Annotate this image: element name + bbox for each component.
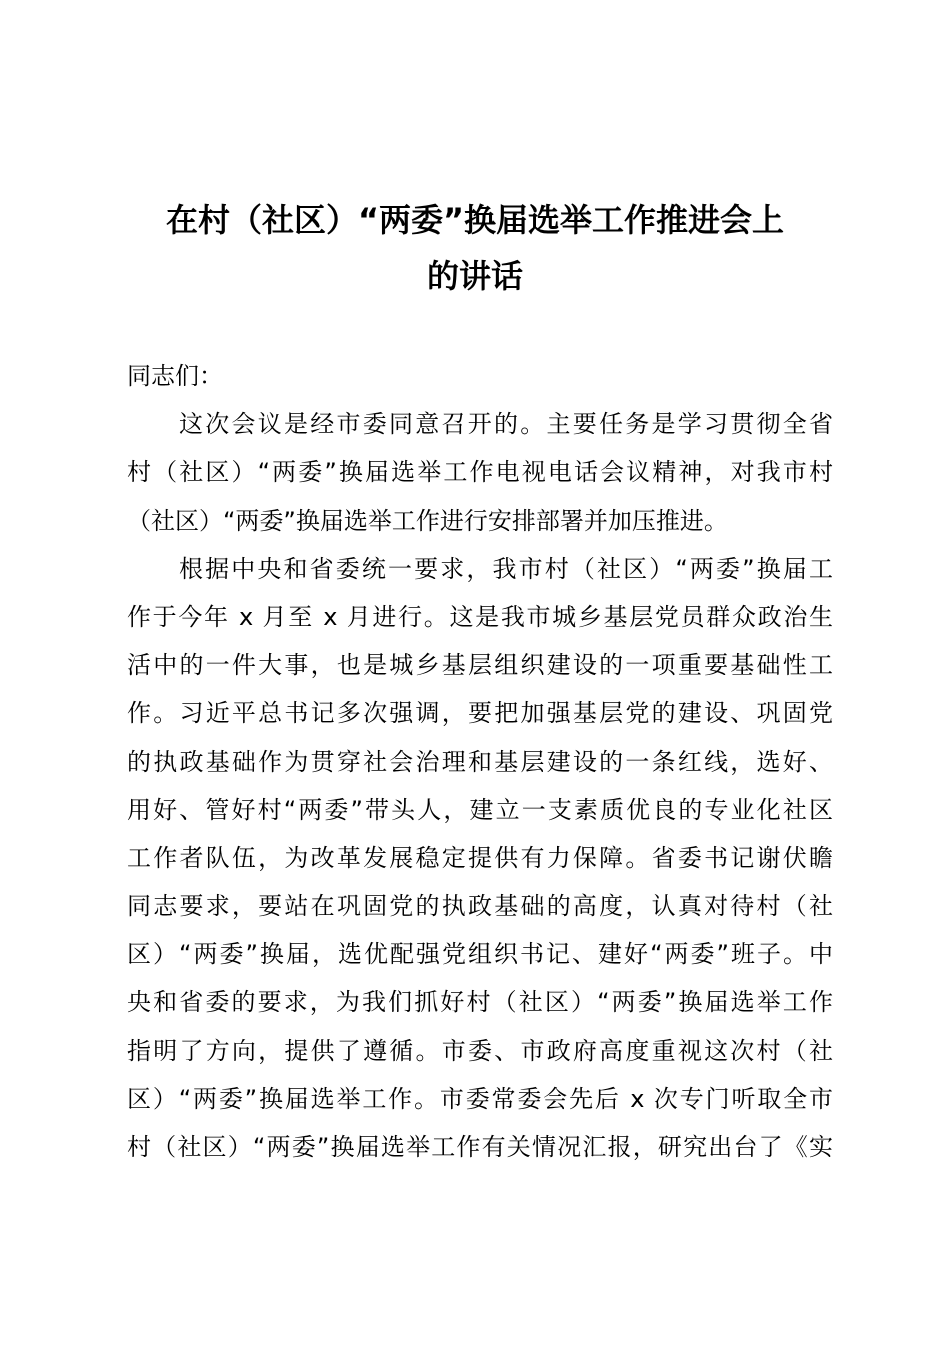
paragraph-line: 作。习近平总书记多次强调，要把加强基层党的建设、巩固党 xyxy=(127,699,833,728)
paragraph-line: 活中的一件大事，也是城乡基层组织建设的一项重要基础性工 xyxy=(127,651,833,680)
paragraph-line: 区）“两委”换届选举工作。市委常委会先后 x 次专门听取全市 xyxy=(127,1084,833,1113)
paragraph-line: 区）“两委”换届，选优配强党组织书记、建好“两委”班子。中 xyxy=(127,940,833,969)
salutation: 同志们： xyxy=(127,362,223,390)
paragraph-line: 作于今年 x 月至 x 月进行。这是我市城乡基层党员群众政治生 xyxy=(127,602,833,631)
paragraph-line: 村（社区）“两委”换届选举工作有关情况汇报，研究出台了《实 xyxy=(127,1133,833,1161)
paragraph-2 xyxy=(127,545,833,1171)
paragraph-line: 用好、管好村“两委”带头人，建立一支素质优良的专业化社区 xyxy=(127,795,833,824)
paragraph-line: （社区）“两委”换届选举工作进行安排部署并加压推进。 xyxy=(127,506,728,535)
document-body xyxy=(127,352,833,1171)
paragraph-line: 村（社区）“两委”换届选举工作电视电话会议精神，对我市村 xyxy=(127,458,833,487)
paragraph-line: 的执政基础作为贯穿社会治理和基层建设的一条红线，选好、 xyxy=(127,747,833,776)
paragraph-1 xyxy=(127,400,833,545)
document-title xyxy=(120,192,830,304)
paragraph-line: 同志要求，要站在巩固党的执政基础的高度，认真对待村（社 xyxy=(127,892,833,921)
paragraph-line: 央和省委的要求，为我们抓好村（社区）“两委”换届选举工作 xyxy=(127,988,833,1017)
paragraph-line: 这次会议是经市委同意召开的。主要任务是学习贯彻全省 xyxy=(179,410,833,439)
title-line-2: 的讲话 xyxy=(426,257,523,295)
paragraph-line: 根据中央和省委统一要求，我市村（社区）“两委”换届工 xyxy=(179,554,833,583)
title-line-1: 在村（社区）“两委”换届选举工作推进会上 xyxy=(165,201,785,239)
paragraph-line: 指明了方向，提供了遵循。市委、市政府高度重视这次村（社 xyxy=(127,1036,833,1065)
paragraph-line: 工作者队伍，为改革发展稳定提供有力保障。省委书记谢伏瞻 xyxy=(127,843,833,872)
